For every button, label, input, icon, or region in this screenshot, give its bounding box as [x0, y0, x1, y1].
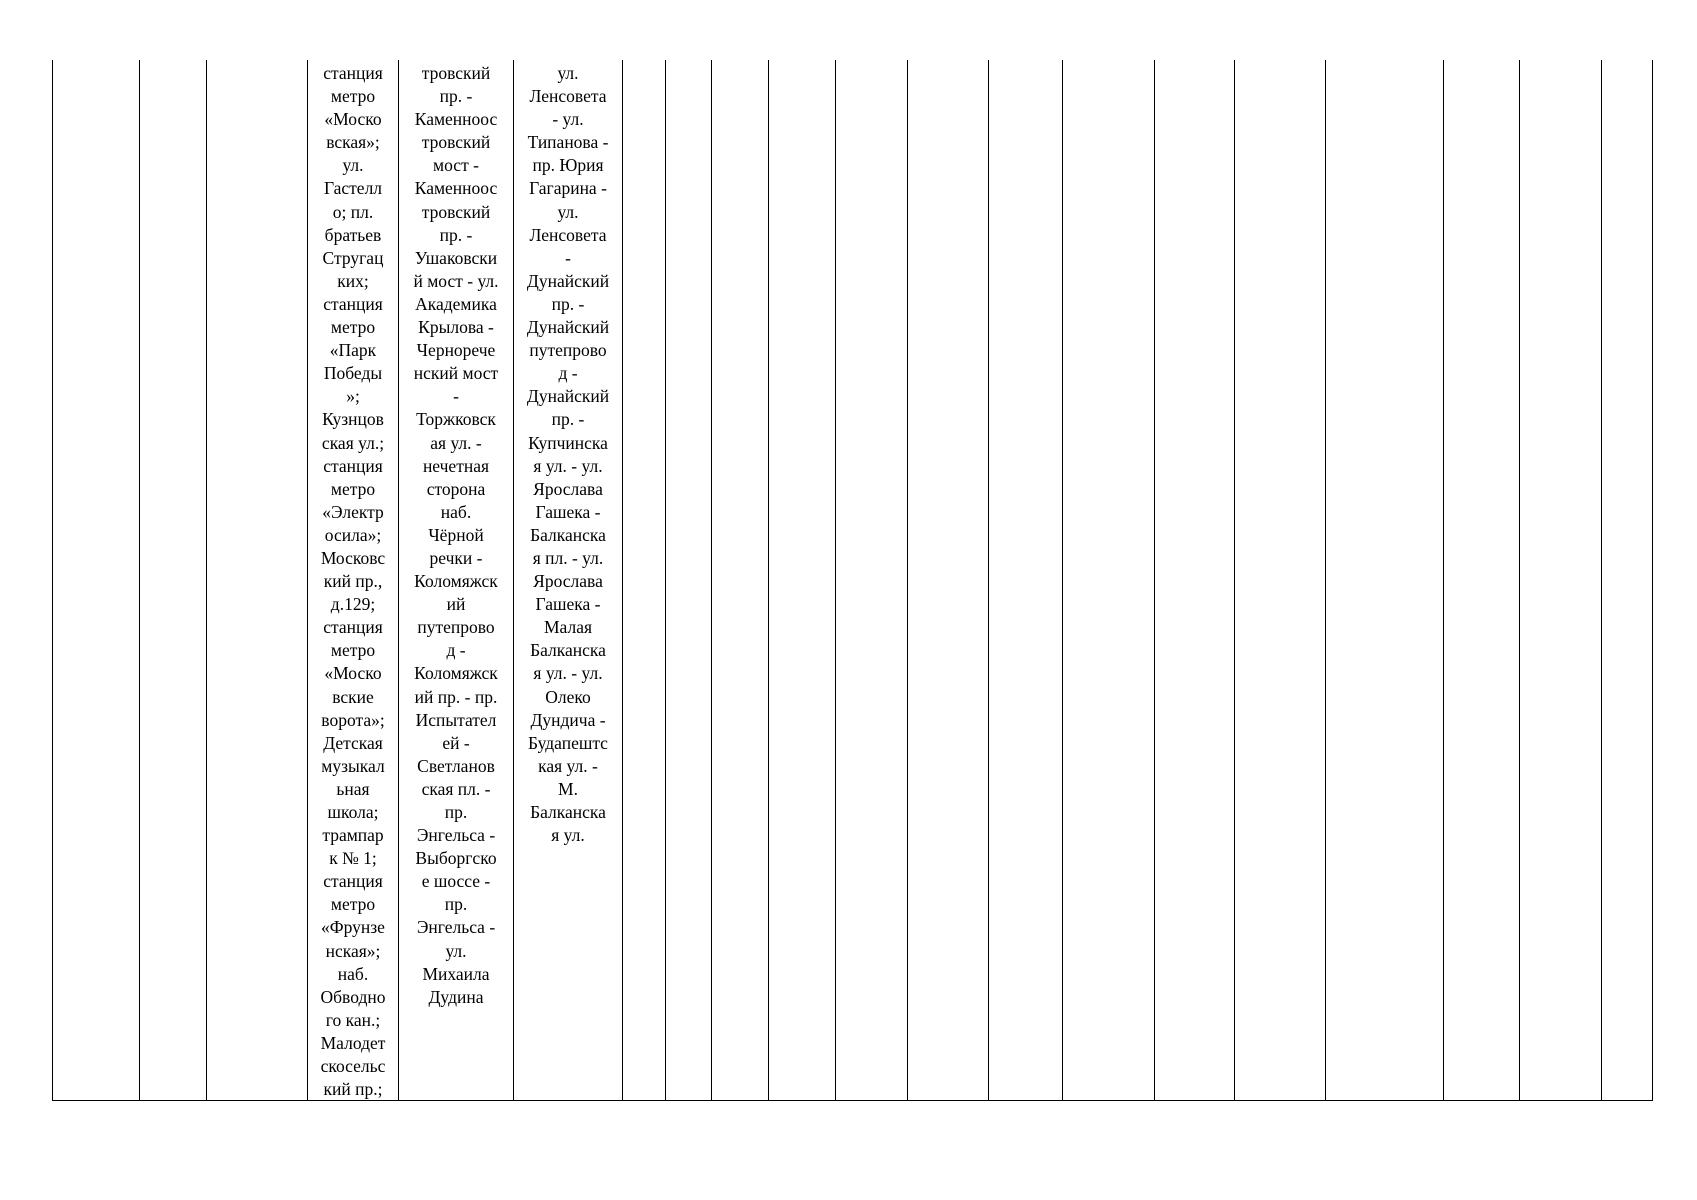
table-column-border: [1325, 60, 1326, 1100]
table-column-border: [52, 60, 53, 1100]
table-column-border: [835, 60, 836, 1100]
route-return-cell: ул. Ленсовета - ул. Типанова - пр. Юрия Гагарина - ул. Ленсовета - Дунайский пр. - Дунайский путепрово д - Дунайский пр. - Купчинска я ул. - ул. Ярослава Гашека - Балканска я пл. - ул. Ярослава Гашека - Малая Балканска я ул. - ул. Олеко Дундича - Будапештс кая ул. - М. Балканска я ул.: [526, 63, 610, 846]
table-bottom-border: [52, 1100, 1653, 1101]
table-column-border: [1601, 60, 1602, 1100]
table-column-border: [1443, 60, 1444, 1100]
table-column-border: [907, 60, 908, 1100]
stops-cell: станция метро «Моско вская»; ул. Гастелл о; пл. братьев Стругац ких; станция метро «Парк Победы »; Кузнцов ская ул.; станция метро «Электр осила»; Московс кий пр., д.129; станция метро «Моско вские ворота»; Детская музыкал ьная школа; трампар к № 1; станция метро «Фрунзе нская»; наб. Обводно го кан.; Малодет скосельс кий пр.;: [320, 63, 386, 1100]
table-column-border: [665, 60, 666, 1100]
table-column-border: [1652, 60, 1653, 1100]
table-column-border: [988, 60, 989, 1100]
table-column-border: [768, 60, 769, 1100]
table-column-border: [1519, 60, 1520, 1100]
table-column-border: [1062, 60, 1063, 1100]
table-column-border: [1154, 60, 1155, 1100]
table-column-border: [711, 60, 712, 1100]
route-forward-cell: тровский пр. - Каменноос тровский мост - Каменноос тровский пр. - Ушаковски й мост - ул. Академика Крылова - Чернорече нский мост - Торжковск ая ул. - нечетная сторона наб. Чёрной речки - Коломяжск ий путепрово д - Коломяжск ий пр. - пр. Испытател ей - Светланов ская пл. - пр. Энгельса - Выборгско е шоссе - пр. Энгельса - ул. Михаила Дудина: [413, 63, 499, 1007]
table-column-border: [1234, 60, 1235, 1100]
table-column-border: [139, 60, 140, 1100]
table-column-border: [206, 60, 207, 1100]
table-column-border: [622, 60, 623, 1100]
